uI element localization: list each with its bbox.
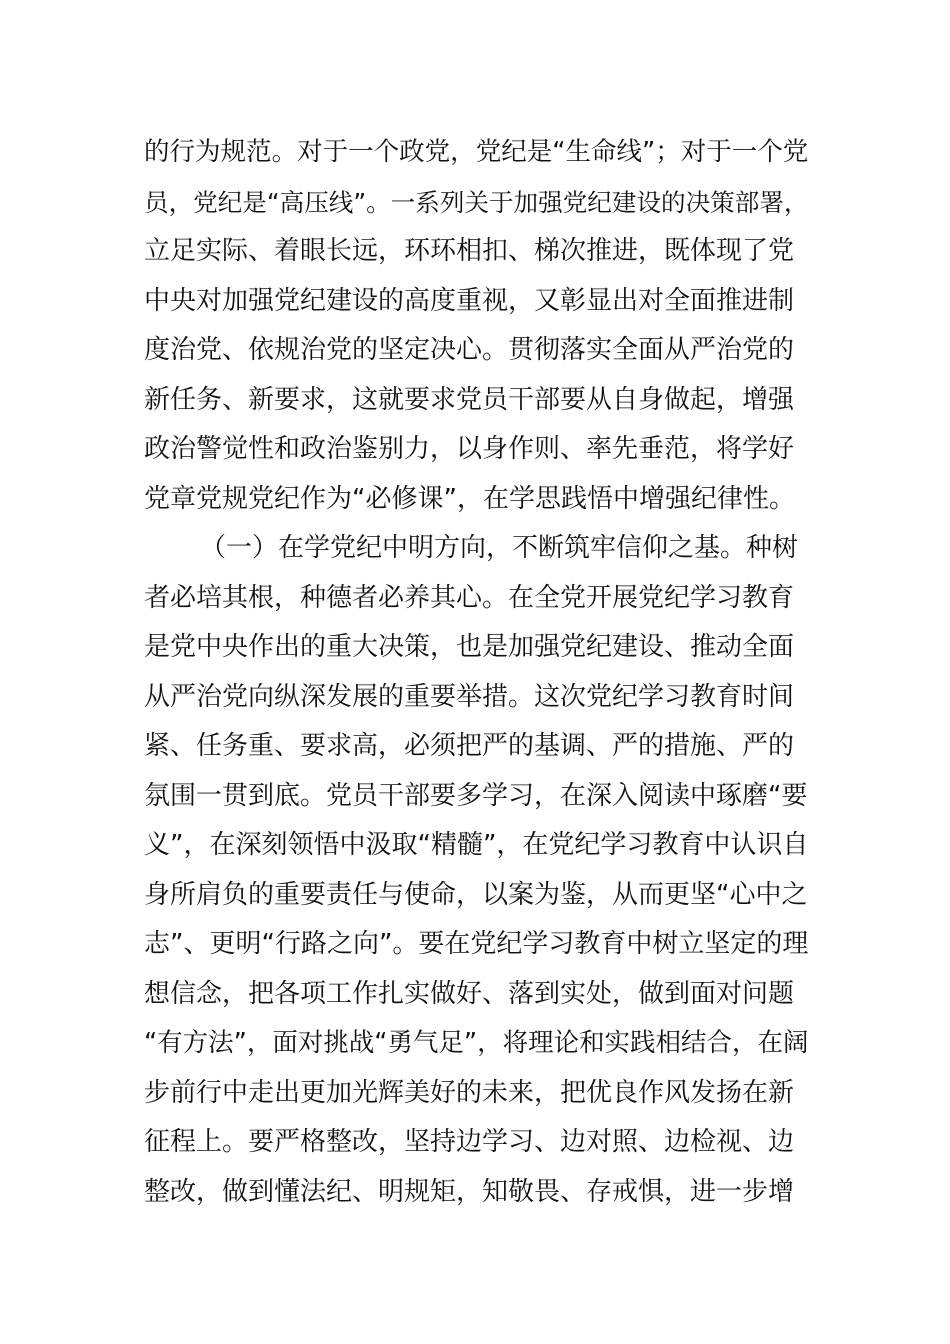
text-line: 征程上。要严格整改，坚持边学习、边对照、边检视、边 [144, 1127, 795, 1157]
text-line: 的行为规范。对于一个政党，党纪是“生命线”；对于一个党 [144, 137, 809, 167]
text-line: 中央对加强党纪建设的高度重视，又彰显出对全面推进制 [144, 285, 795, 316]
text-line: 步前行中走出更加光辉美好的未来，把优良作风发扬在新 [144, 1077, 795, 1108]
text-line: 是党中央作出的重大决策，也是加强党纪建设、推动全面 [144, 632, 795, 662]
section-heading-line: （一）在学党纪中明方向，不断筑牢信仰之基。种树 [200, 533, 799, 563]
body-text [144, 128, 812, 1217]
text-line: 紧、任务重、要求高，必须把严的基调、严的措施、严的 [144, 731, 795, 761]
text-line: 整改，做到懂法纪、明规矩，知敬畏、存戒惧，进一步增 [144, 1176, 795, 1207]
text-line: 党章党规党纪作为“必修课”，在学思践悟中增强纪律性。 [144, 483, 795, 514]
text-line: 立足实际、着眼长远，环环相扣、梯次推进，既体现了党 [144, 236, 795, 266]
text-line: “有方法”，面对挑战“勇气足”，将理论和实践相结合，在阔 [144, 1028, 809, 1058]
text-line: 政治警觉性和政治鉴别力，以身作则、率先垂范，将学好 [144, 434, 795, 464]
text-line: 志”、更明“行路之向”。要在党纪学习教育中树立坚定的理 [144, 929, 809, 959]
text-line: 从严治党向纵深发展的重要举措。这次党纪学习教育时间 [144, 681, 795, 712]
text-line: 员，党纪是“高压线”。一系列关于加强党纪建设的决策部署， [144, 187, 809, 217]
text-line: 新任务、新要求，这就要求党员干部要从自身做起，增强 [144, 384, 795, 415]
text-line: 想信念，把各项工作扎实做好、落到实处，做到面对问题 [144, 978, 795, 1009]
text-line: 者必培其根，种德者必养其心。在全党开展党纪学习教育 [144, 582, 795, 613]
text-line: 度治党、依规治党的坚定决心。贯彻落实全面从严治党的 [144, 335, 795, 365]
text-line: 身所肩负的重要责任与使命，以案为鉴，从而更坚“心中之 [144, 879, 808, 910]
text-line: 氛围一贯到底。党员干部要多学习，在深入阅读中琢磨“要 [144, 780, 808, 811]
text-line: 义”，在深刻领悟中汲取“精髓”，在党纪学习教育中认识自 [144, 830, 809, 860]
